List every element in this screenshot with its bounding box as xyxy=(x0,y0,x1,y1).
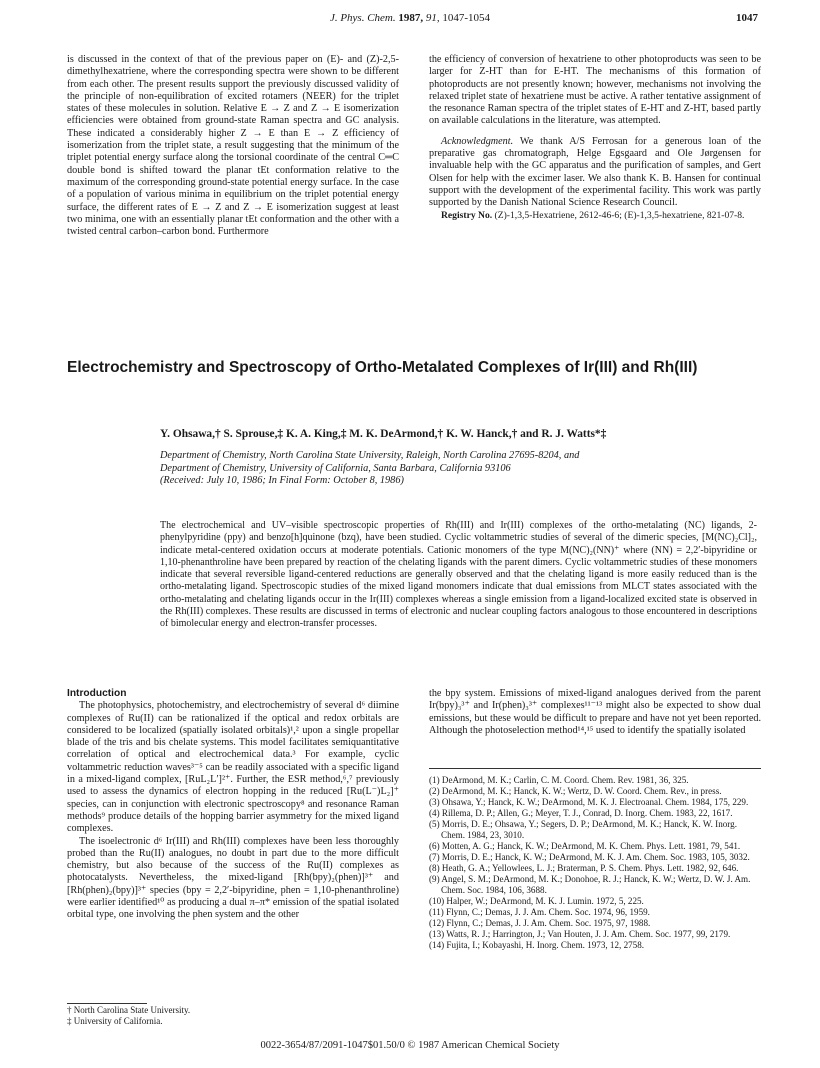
acknowledgment-text: We thank A/S Ferrosan for a generous loan of the preparative gas chromatograph, Helge Egsgaard and Ole Jørgensen for invaluable help with the GC apparatus and the purification of samples, and Gert Olsen for help with the excimer laser. We also thank K. B. Hansen for continual support with the development of the experimental facility. This work was partly supported by the Danish National Science Research Council. xyxy=(429,135,761,209)
registry-label: Registry No. xyxy=(441,209,493,221)
reference-item: (1) DeArmond, M. K.; Carlin, C. M. Coord. Chem. Rev. 1981, 36, 325. xyxy=(429,775,689,785)
journal-pages: 1047-1054 xyxy=(442,12,491,24)
registry-numbers xyxy=(429,210,761,222)
article-authors: Y. Ohsawa,† S. Sprouse,‡ K. A. King,‡ M. K. DeArmond,† K. W. Hanck,† and R. J. Watts*‡ xyxy=(160,428,607,440)
reference-item: (11) Flynn, C.; Demas, J. J. Am. Chem. Soc. 1974, 96, 1959. xyxy=(429,907,650,917)
intro-left-column xyxy=(67,688,399,922)
article-title: Electrochemistry and Spectroscopy of Ortho-Metalated Complexes of Ir(III) and Rh(III) xyxy=(67,359,698,376)
references-divider xyxy=(429,768,761,769)
reference-item: (13) Watts, R. J.; Harrington, J.; Van Houten, J. J. Am. Chem. Soc. 1977, 99, 2179. xyxy=(429,929,731,939)
journal-name: J. Phys. Chem. xyxy=(329,12,396,24)
page-number: 1047 xyxy=(736,12,758,24)
footnote-ucsb: ‡ University of California. xyxy=(67,1015,163,1026)
intro-paragraph-continued: the bpy system. Emissions of mixed-ligand analogues derived from the parent Ir(bpy)₃³⁺ and Ir(phen)₃³⁺ complexes¹¹⁻¹³ might also be expected to show dual emissions, but these would be difficult to prepare and have not yet been reported. Although the photoselection method¹⁴,¹⁵ used to identify the spatially isolated xyxy=(429,688,761,736)
reference-item: (12) Flynn, C.; Demas, J. J. Am. Chem. Soc. 1975, 97, 1988. xyxy=(429,918,651,928)
affiliation-ncsu: Department of Chemistry, North Carolina State University, Raleigh, North Carolina 27695-8204, and xyxy=(160,450,580,461)
previous-article-left-column xyxy=(67,54,399,238)
affiliation-ucsb: Department of Chemistry, University of California, Santa Barbara, California 93106 xyxy=(160,462,511,474)
reference-item: (3) Ohsawa, Y.; Hanck, K. W.; DeArmond, M. K. J. Electroanal. Chem. 1984, 175, 229. xyxy=(429,797,749,807)
reference-item: (4) Rillema, D. P.; Allen, G.; Meyer, T. J., Conrad, D. Inorg. Chem. 1983, 22, 1617. xyxy=(429,808,733,818)
footnote-divider xyxy=(67,1003,147,1004)
article-affiliations xyxy=(160,450,760,488)
previous-article-paragraph: the efficiency of conversion of hexatriene to other photoproducts was seen to be larger for Z-HT than for E-HT. The mechanisms of this formation of photoproducts are not presently known; however, mechanisms not involving the relaxed triplet state of hexatriene must be active. A rather tentative assignment of the resonance Raman spectra of the triplet states of E-HT and Z-HT, based partly on available calculations in the literature, was attempted. xyxy=(429,54,761,127)
footnote-ncsu: † North Carolina State University. xyxy=(67,1005,191,1015)
registry-text: (Z)-1,3,5-Hexatriene, 2612-46-6; (E)-1,3,5-hexatriene, 821-07-8. xyxy=(492,209,745,221)
introduction-heading: Introduction xyxy=(67,688,127,699)
reference-item: (2) DeArmond, M. K.; Hanck, K. W.; Wertz, D. W. Coord. Chem. Rev., in press. xyxy=(429,786,722,796)
received-dates: (Received: July 10, 1986; In Final Form: October 8, 1986) xyxy=(160,475,404,487)
previous-article-paragraph: is discussed in the context of that of the previous paper on (E)- and (Z)-2,5-dimethylhexatriene, where the corresponding spectra were shown to be different from each other. The present results support the previously discussed validity of the principle of non-equilibration of excited rotamers (NEER) for the triplet states of these molecules in solution. Relative E → Z and Z → E isomerization efficiencies were obtained from ground-state Raman spectra and GC analysis. These indicated a considerably higher Z → E than E → Z efficiency of isomerization from the triplet state, a result suggesting that the minimum of the triplet potential energy surface along the torsional coordinate of the central C═C double bond is shifted toward the planar tEt conformation relative to the maximum of the corresponding ground-state potential energy surface. In the case of a population of various minima in equilibrium on the triplet potential energy surface, the different rates of E → Z and Z → E isomerization suggest at least two minima, one with an essentially planar tEt conformation and the other with a twisted central carbon–carbon bond. Furthermore xyxy=(67,54,399,238)
previous-article-right-column xyxy=(429,54,761,222)
journal-year: 1987, xyxy=(398,12,424,24)
acknowledgment xyxy=(429,136,761,210)
running-head xyxy=(0,12,820,28)
reference-item: (5) Morris, D. E.; Ohsawa, Y.; Segers, D. P.; DeArmond, M. K.; Hanck, K. W. Inorg. Chem. 1984, 23, 3010. xyxy=(429,819,737,840)
journal-citation xyxy=(0,12,820,24)
reference-item: (8) Heath, G. A.; Yellowlees, L. J.; Braterman, P. S. Chem. Phys. Lett. 1982, 92, 646. xyxy=(429,863,739,873)
intro-paragraph-2: The isoelectronic d⁶ Ir(III) and Rh(III) complexes have been less thoroughly probed than the Ru(II) analogues, no doubt in part due to the more difficult chemistry, but also because of the success of the Ru(II) complexes as photocatalysts. Nevertheless, the mixed-ligand [Rh(bpy)₂(phen)]³⁺ and [Rh(phen)₂(bpy)]³⁺ species (bpy = 2,2′-bipyridine, phen = 1,10-phenanthroline) were earlier identified¹⁰ as producing a dual π–π* emission of the spatial isolated orbital type, one involving the phen system and the other xyxy=(67,835,399,921)
reference-item: (14) Fujita, I.; Kobayashi, H. Inorg. Chem. 1973, 12, 2758. xyxy=(429,940,645,950)
journal-volume: 91, xyxy=(425,12,440,24)
reference-item: (7) Morris, D. E.; Hanck, K. W.; DeArmond, M. K. J. Am. Chem. Soc. 1983, 105, 3032. xyxy=(429,852,750,862)
reference-item: (10) Halper, W.; DeArmond, M. K. J. Lumin. 1972, 5, 225. xyxy=(429,896,644,906)
intro-paragraph-1: The photophysics, photochemistry, and electrochemistry of several d⁶ diimine complexes of Ru(II) can be rationalized if the optical and redox orbitals are considered to be localized (spatially isolated orbitals)¹,² upon a single propellar blade of the tris and bis chelate systems. This model facilitates semiquantitative correlation of optical and electrochemical data.³ For example, cyclic voltammetric reduction waves³⁻⁵ can be readily associated with a specific ligand in a mixed-ligand complex, [RuL₂L′]²⁺. Further, the ESR method,⁶,⁷ previously used to assess the dynamics of electron hopping in the reduced [Ru(L⁻)L₂]⁺ species, can in conjunction with electronic spectroscopy⁸ and resonance Raman methods⁹ produce details of the hopping barrier asymmetry for the mixed ligand complexes. xyxy=(67,700,399,835)
acknowledgment-label: Acknowledgment. xyxy=(441,135,514,147)
reference-item: (9) Angel, S. M.; DeArmond, M. K.; Donohoe, R. J.; Hanck, K. W.; Wertz, D. W. J. Am. Chem. Soc. 1984, 106, 3688. xyxy=(429,874,751,895)
references-list xyxy=(429,775,761,951)
footnotes xyxy=(67,1005,397,1026)
copyright-line: 0022-3654/87/2091-1047$01.50/0 © 1987 American Chemical Society xyxy=(260,1040,560,1051)
abstract: The electrochemical and UV–visible spectroscopic properties of Rh(III) and Ir(III) complexes of the ortho-metalating (NC) ligands, 2-phenylpyridine (ppy) and benzo[h]quinone (bzq), have been studied. Cyclic voltammetric studies of several of the dimeric species, [M(NC)₂Cl]₂, indicate metal-centered oxidation occurs at moderate potentials. Cationic monomers of the type M(NC)₂(NN)⁺ where (NN) = 2,2′-bipyridine or 1,10-phenanthroline have been prepared by reaction of the chelating ligands with the parent dimers. Cyclic voltammetric studies of these monomers indicate that several reversible ligand-centered reductions are generally observed and that the chelating ligand is more easily reduced than is the ortho-metalating ligand. Spectroscopic studies of the mixed ligand monomers indicate that dual emissions from MLCT states associated with the ortho-metalating and chelating ligands occur in the Ir(III) complexes whereas a single emission from a ligand-localized excited state is observed in the Rh(III) complexes. These results are discussed in terms of electronic and nuclear coupling factors analogous to those encountered in descriptions of bimolecular energy and electron-transfer processes. xyxy=(160,520,757,630)
reference-item: (6) Motten, A. G.; Hanck, K. W.; DeArmond, M. K. Chem. Phys. Lett. 1981, 79, 541. xyxy=(429,841,741,851)
intro-right-column xyxy=(429,688,761,737)
